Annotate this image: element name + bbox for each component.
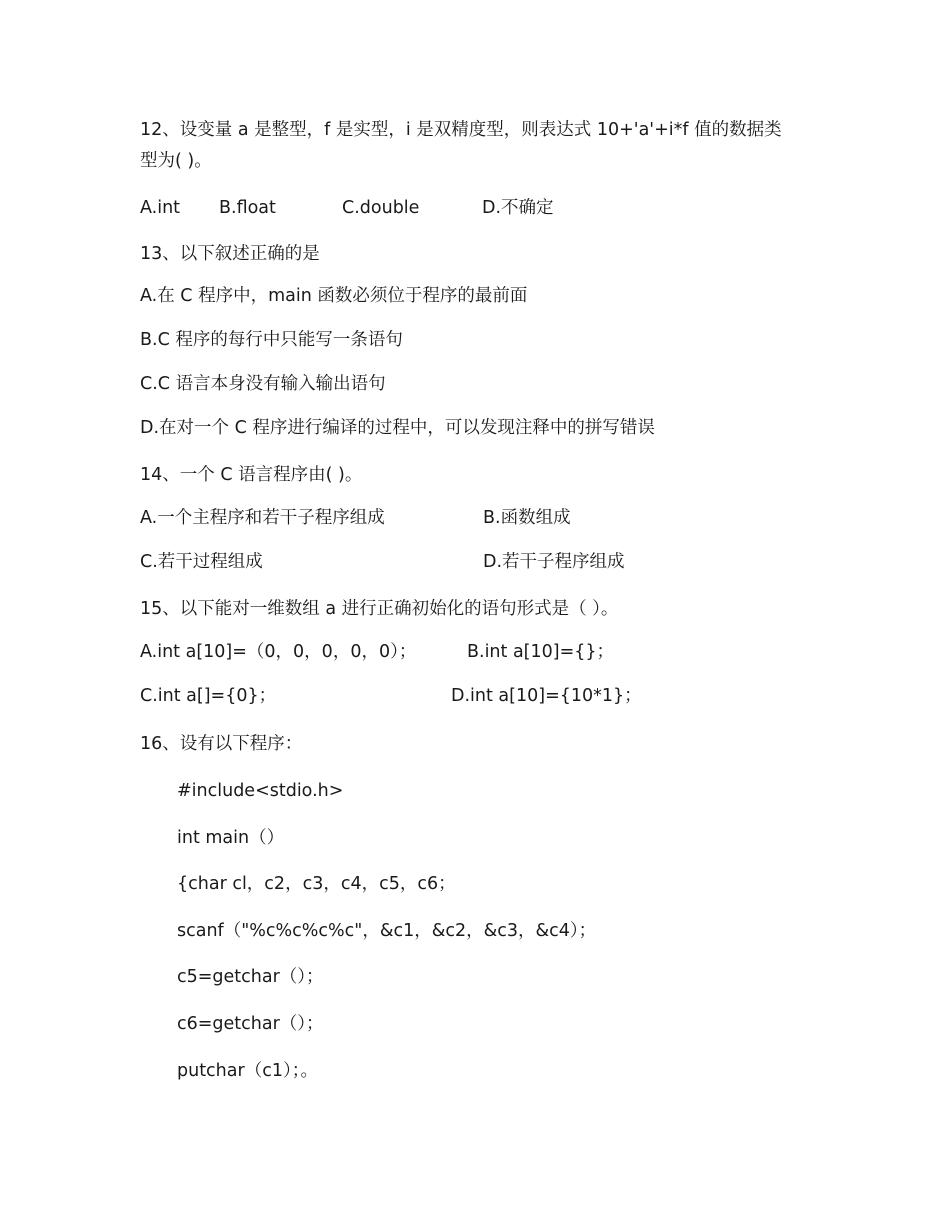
q16-code-line: c5=getchar（）； xyxy=(177,967,324,987)
q12-option-b: B.float xyxy=(219,198,276,218)
q14-option-b: B.函数组成 xyxy=(483,508,571,528)
q12-stem-line1: 12、设变量 a 是整型，f 是实型，i 是双精度型，则表达式 10+'a'+i*f 值的数据类 xyxy=(140,120,782,140)
q12-option-c: C.double xyxy=(342,198,420,218)
q16-code-line: c6=getchar（）； xyxy=(177,1014,324,1034)
q15-option-d: D.int a[10]={10*1}； xyxy=(451,686,642,706)
q13-option-b: B.C 程序的每行中只能写一条语句 xyxy=(140,330,403,350)
q13-stem: 13、以下叙述正确的是 xyxy=(140,244,320,264)
q16-code-line: #include<stdio.h> xyxy=(177,781,344,801)
q15-option-a: A.int a[10]=（0，0，0，0，0）； xyxy=(140,642,417,662)
q12-option-d: D.不确定 xyxy=(482,198,554,218)
q16-code-line: int main（） xyxy=(177,828,285,848)
q16-code-line: scanf（"%c%c%c%c"，&c1，&c2，&c3，&c4）； xyxy=(177,921,597,941)
q16-code-line: {char cl，c2，c3，c4，c5，c6； xyxy=(177,874,456,894)
q14-option-d: D.若干子程序组成 xyxy=(483,552,625,572)
q14-option-a: A.一个主程序和若干子程序组成 xyxy=(140,508,385,528)
q13-option-c: C.C 语言本身没有输入输出语句 xyxy=(140,374,386,394)
q13-option-a: A.在 C 程序中，main 函数必须位于程序的最前面 xyxy=(140,286,528,306)
q14-stem: 14、一个 C 语言程序由( )。 xyxy=(140,465,363,485)
q12-option-a: A.int xyxy=(140,198,181,218)
q15-option-b: B.int a[10]={}； xyxy=(467,642,615,662)
q14-option-c: C.若干过程组成 xyxy=(140,552,263,572)
q12-stem-line2: 型为( )。 xyxy=(140,151,212,171)
q15-stem: 15、以下能对一维数组 a 进行正确初始化的语句形式是（ ）。 xyxy=(140,599,619,619)
q16-code-line: putchar（c1）；。 xyxy=(177,1061,318,1081)
q15-option-c: C.int a[]={0}； xyxy=(140,686,277,706)
q13-option-d: D.在对一个 C 程序进行编译的过程中，可以发现注释中的拼写错误 xyxy=(140,418,655,438)
q16-stem: 16、设有以下程序： xyxy=(140,734,303,754)
